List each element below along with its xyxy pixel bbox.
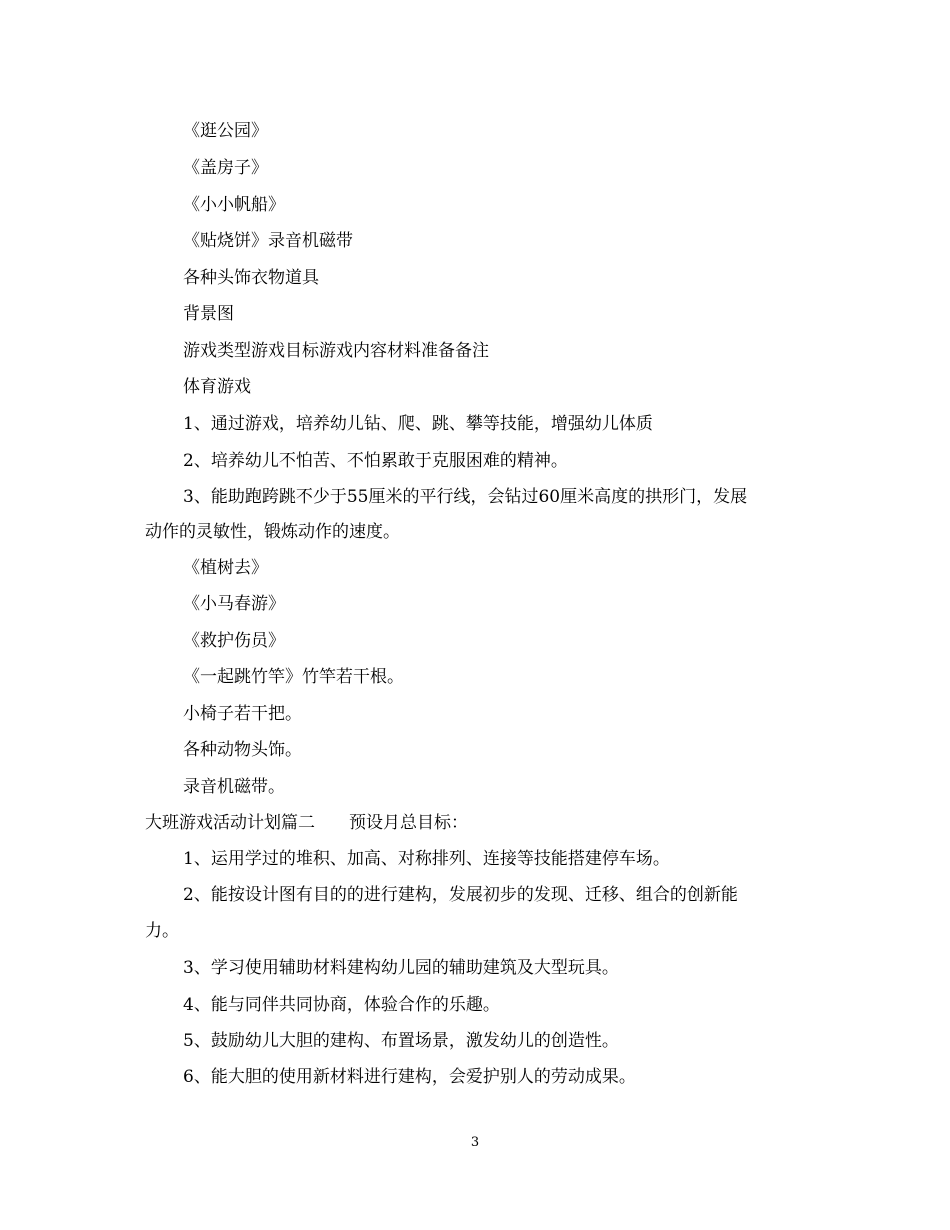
text-line: 背景图: [183, 304, 234, 324]
text-line: 5、鼓励幼儿大胆的建构、布置场景，激发幼儿的创造性。: [183, 1031, 619, 1051]
text-line: 体育游戏: [183, 377, 251, 397]
text-line: 各种动物头饰。: [183, 740, 302, 760]
text-line: 力。: [145, 921, 179, 941]
text-line: 游戏类型游戏目标游戏内容材料准备备注: [183, 341, 489, 361]
text-line: 《小马春游》: [183, 594, 285, 614]
text-line: 3、学习使用辅助材料建构幼儿园的辅助建筑及大型玩具。: [183, 958, 619, 978]
text-line: 4、能与同伴共同协商，体验合作的乐趣。: [183, 995, 500, 1015]
text-line: 2、培养幼儿不怕苦、不怕累敢于克服困难的精神。: [183, 451, 568, 471]
text-line: 各种头饰衣物道具: [183, 268, 319, 288]
section-heading: 大班游戏活动计划篇二 预设月总目标：: [145, 813, 468, 833]
text-line: 动作的灵敏性，锻炼动作的速度。: [145, 522, 400, 542]
text-line: 小椅子若干把。: [183, 704, 302, 724]
text-line: 1、通过游戏，培养幼儿钻、爬、跳、攀等技能，增强幼儿体质: [183, 414, 653, 434]
text-line: 《小小帆船》: [183, 195, 285, 215]
text-line: 2、能按设计图有目的的进行建构，发展初步的发现、迁移、组合的创新能: [183, 885, 738, 905]
text-line: 《盖房子》: [183, 158, 268, 178]
text-line: 《逛公园》: [183, 121, 268, 141]
text-line: 3、能助跑跨跳不少于55厘米的平行线，会钻过60厘米高度的拱形门，发展: [183, 487, 748, 507]
text-line: 《救护伤员》: [183, 631, 285, 651]
text-line: 《一起跳竹竿》竹竿若干根。: [183, 667, 404, 687]
text-line: 1、运用学过的堆积、加高、对称排列、连接等技能搭建停车场。: [183, 849, 670, 869]
text-line: 录音机磁带。: [183, 777, 285, 797]
page-number: 3: [470, 1135, 480, 1150]
text-line: 《贴烧饼》录音机磁带: [183, 231, 353, 251]
text-line: 6、能大胆的使用新材料进行建构，会爱护别人的劳动成果。: [183, 1067, 636, 1087]
text-line: 《植树去》: [183, 558, 268, 578]
